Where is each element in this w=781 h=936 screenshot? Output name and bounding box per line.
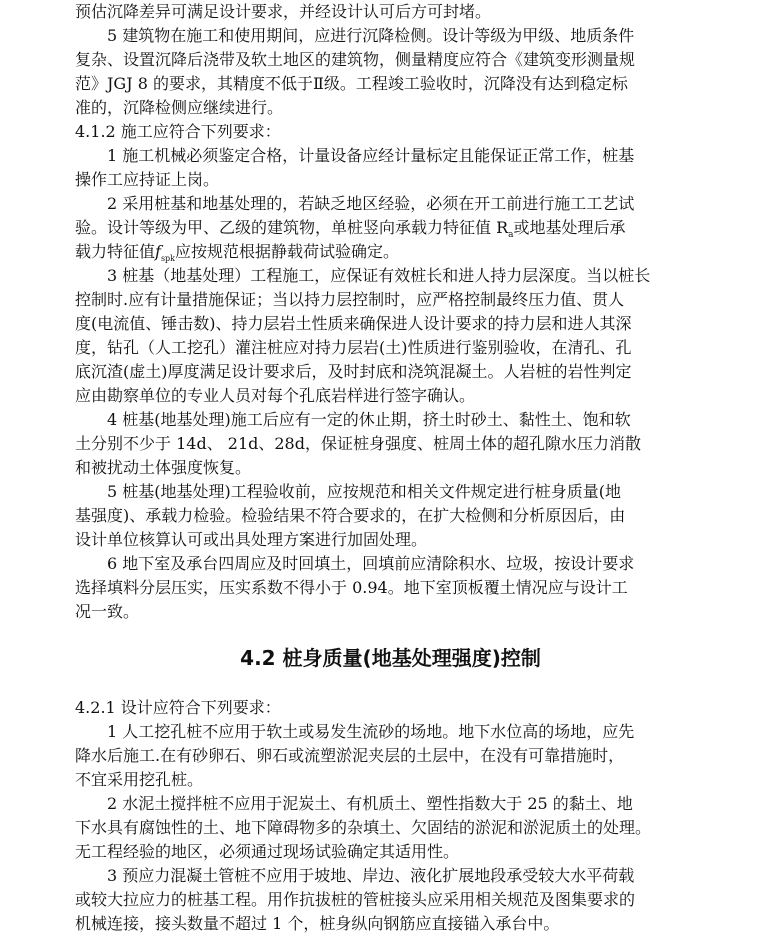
text-fragment: 验。设计等级为甲、乙级的建筑物，单桩竖向承载力特征值 R: [75, 218, 509, 237]
formula-symbol: f: [155, 242, 161, 261]
text-line: 3 预应力混凝土管桩不应用于坡地、岸边、液化扩展地段承受较大水平荷载: [107, 866, 635, 885]
text-line: [75, 240, 781, 264]
text-line: [75, 216, 781, 240]
text-fragment: 应按规范根据静载荷试验确定。: [175, 242, 400, 261]
text-line: 2 水泥土搅拌桩不应用于泥炭土、有机质土、塑性指数大于 25 的黏土、地: [107, 794, 633, 813]
text-line: 4 桩基(地基处理)施工后应有一定的休止期，挤土时砂土、黏性土、饱和软: [107, 410, 631, 429]
text-line: 1 人工挖孔桩不应用于软土或易发生流砂的场地。地下水位高的场地，应先: [107, 722, 635, 741]
text-line: 度，钻孔（人工挖孔）灌注桩应对持力层岩(土)性质进行鉴别验收，在清孔、孔: [75, 338, 632, 357]
text-line: 底沉渣(虚土)厚度满足设计要求后，及时封底和浇筑混凝土。人岩桩的岩性判定: [75, 362, 632, 381]
text-line: 设计单位核算认可或出具处理方案进行加固处理。: [75, 530, 428, 549]
text-line: 范》JGJ 8 的要求，其精度不低于Ⅱ级。工程竣工验收时，沉降没有达到稳定标: [75, 74, 628, 93]
text-line: 机械连接，接头数量不超过 1 个，桩身纵向钢筋应直接锚入承台中。: [75, 914, 560, 933]
text-line: 降水后施工.在有砂卵石、卵石或流塑淤泥夹层的土层中，在没有可靠措施时，: [75, 746, 625, 765]
text-fragment: 载力特征值: [75, 242, 156, 261]
text-line: 或较大拉应力的桩基工程。用作抗拔桩的管桩接头应采用相关规范及图集要求的: [75, 890, 636, 909]
text-line: 准的，沉降检侧应继续进行。: [75, 98, 284, 117]
text-line: 基强度)、承载力检验。检验结果不符合要求的，在扩大检侧和分析原因后，由: [75, 506, 626, 525]
text-line: 选择填料分层压实，压实系数不得小于 0.94。地下室顶板覆土情况应与设计工: [75, 578, 628, 597]
section-heading: 4.2 桩身质量(地基处理强度)控制: [240, 646, 541, 670]
text-line: 况一致。: [75, 602, 140, 621]
subscript: spk: [160, 254, 176, 264]
text-line: 度(电流值、锤击数)、持力层岩土性质来确保进人设计要求的持力层和进人其深: [75, 314, 632, 333]
text-line: 控制时.应有计量措施保证；当以持力层控制时，应严格控制最终压力值、贯人: [75, 290, 625, 309]
text-line: 5 桩基(地基处理)工程验收前，应按规范和相关文件规定进行桩身质量(地: [107, 482, 621, 501]
text-line: 复杂、设置沉降后浇带及软土地区的建筑物，侧量精度应符合《建筑变形测量规: [75, 50, 636, 69]
text-line: 下水具有腐蚀性的土、地下障碍物多的杂填土、欠固结的淤泥和淤泥质土的处理。: [75, 818, 652, 837]
text-line: 6 地下室及承台四周应及时回填土，回填前应清除积水、垃圾，按设计要求: [107, 554, 635, 573]
text-line: 土分别不少于 14d、 21d、28d，保证桩身强度、桩周土体的超孔隙水压力消散: [75, 434, 641, 453]
text-line: 2 采用桩基和地基处理的，若缺乏地区经验，必须在开工前进行施工工艺试: [107, 194, 635, 213]
subscript: a: [508, 230, 514, 241]
text-line: 不宜采用挖孔桩。: [75, 770, 204, 789]
text-line: 无工程经验的地区，必须通过现场试验确定其适用性。: [75, 842, 460, 861]
text-line: 操作工应持证上岗。: [75, 170, 220, 189]
section-title: 4.1.2 施工应符合下列要求：: [75, 122, 281, 141]
text-line: 3 桩基（地基处理）工程施工，应保证有效桩长和进人持力层深度。当以桩长: [107, 266, 651, 285]
text-line: 预估沉降差异可满足设计要求，并经设计认可后方可封堵。: [75, 2, 492, 21]
section-title: 4.2.1 设计应符合下列要求：: [75, 698, 281, 717]
text-line: 5 建筑物在施工和使用期间，应进行沉降检侧。设计等级为甲级、地质条件: [107, 26, 635, 45]
text-line: 和被扰动土体强度恢复。: [75, 458, 252, 477]
text-fragment: 或地基处理后承: [513, 218, 626, 237]
text-line: 应由勘察单位的专业人员对每个孔底岩样进行签字确认。: [75, 386, 476, 405]
text-line: 1 施工机械必须鉴定合格，计量设备应经计量标定且能保证正常工作，桩基: [107, 146, 635, 165]
